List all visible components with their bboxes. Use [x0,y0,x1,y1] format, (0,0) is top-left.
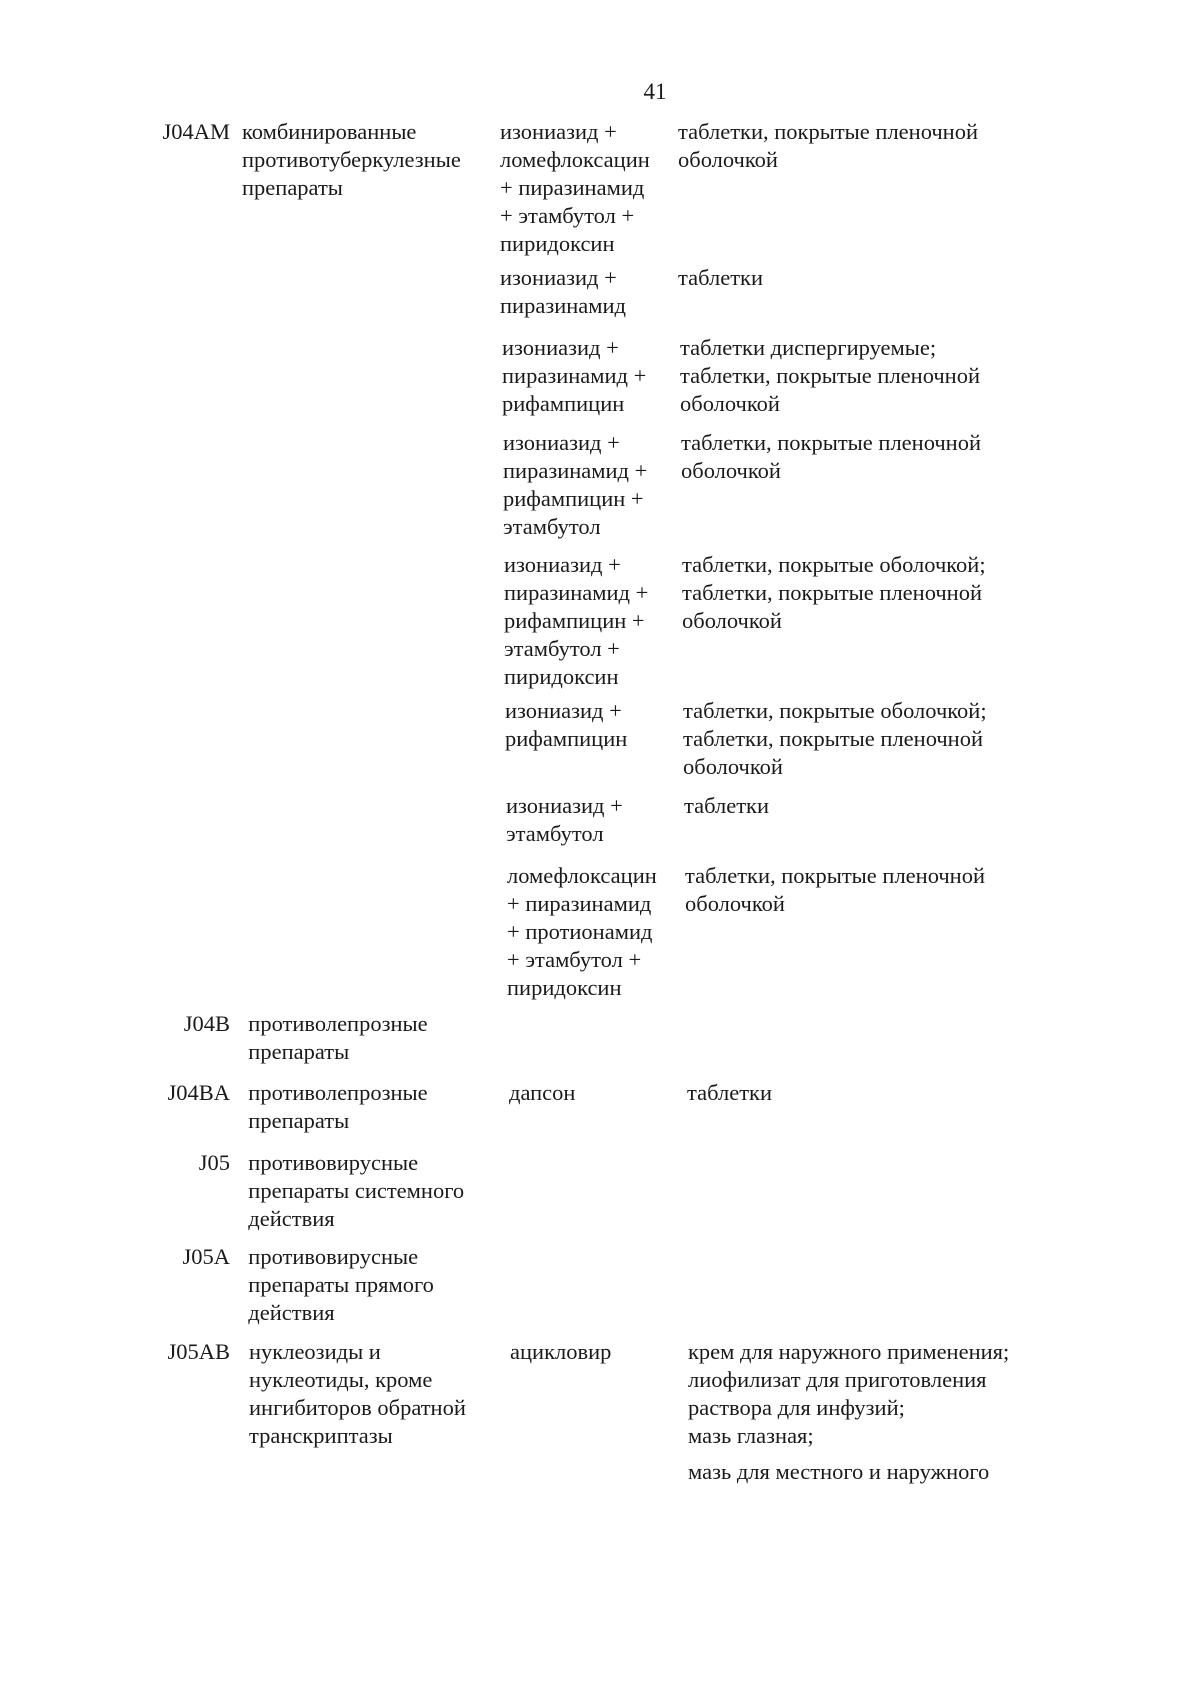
dosage-form-line: таблетки [684,793,770,818]
dosage-form-line: оболочкой [682,608,782,633]
drug-name [510,1338,685,1366]
dosage-form-line: мазь для местного и наружного [688,1459,990,1484]
dosage-form-line: таблетки, покрытые пленочной [678,119,979,144]
drug-name [506,792,681,848]
drug-name [502,334,677,418]
dosage-form-line: раствора для инфузий; [688,1395,905,1420]
atc-group-name-line: препараты прямого [248,1272,434,1297]
dosage-form-line: мазь глазная; [688,1423,814,1448]
dosage-form-line: таблетки, покрытые оболочкой; [682,552,986,577]
drug-name-line: рифампицин [505,726,628,751]
dosage-form-line: таблетки, покрытые пленочной [681,430,982,455]
drug-name-line: этамбутол [503,514,601,539]
dosage-form-line: оболочкой [681,458,781,483]
atc-code: J04B [183,1011,230,1036]
atc-group-name-line: комбинированные [242,119,417,144]
atc-group-name-line: противолепрозные [248,1011,428,1036]
drug-name-line: пиразинамид [500,293,627,318]
drug-name [500,118,675,258]
drug-name-line: изониазид + [503,430,620,455]
atc-group-name-line: препараты [248,1108,350,1133]
atc-group-name-line: противовирусные [248,1244,419,1269]
dosage-form-line: таблетки, покрытые пленочной [685,863,986,888]
atc-group-name-line: ингибиторов обратной [249,1395,466,1420]
atc-group-name [248,1149,498,1233]
atc-group-name-line: противолепрозные [248,1080,428,1105]
drug-name [504,551,679,691]
dosage-form-line: оболочкой [683,754,783,779]
dosage-form-line: таблетки, покрытые пленочной [682,580,983,605]
atc-group-name [248,1243,498,1327]
atc-group-name-line: действия [248,1300,335,1325]
dosage-form [682,551,1062,635]
dosage-form-line: таблетки, покрытые пленочной [680,363,981,388]
atc-group-name [249,1338,499,1450]
drug-name-line: изониазид + [506,793,623,818]
drug-name-line: рифампицин + [504,608,645,633]
atc-code: J04AM [162,119,230,144]
drug-name-line: изониазид + [502,335,619,360]
drug-name-line: этамбутол [506,821,604,846]
drug-name-line: рифампицин + [503,486,644,511]
drug-name-line: + этамбутол + [500,203,635,228]
drug-name-line: изониазид + [500,119,617,144]
atc-group-name [242,118,492,202]
drug-name [500,264,675,320]
drug-name-line: + этамбутол + [507,947,642,972]
drug-name-line: пиридоксин [500,231,615,256]
atc-group-name-line: нуклеозиды и [249,1339,381,1364]
atc-group-name-line: нуклеотиды, кроме [249,1367,433,1392]
dosage-form [683,697,1063,781]
drug-name-line: пиразинамид + [503,458,648,483]
dosage-form-line: оболочкой [680,391,780,416]
dosage-form-line: таблетки [687,1080,773,1105]
dosage-form-line: оболочкой [685,891,785,916]
drug-name-line: пиридоксин [504,664,619,689]
dosage-form [678,118,1058,174]
drug-name [505,697,680,753]
drug-name-line: рифампицин [502,391,625,416]
dosage-form [681,429,1061,485]
drug-name-line: ацикловир [510,1339,612,1364]
atc-code: J05 [198,1150,230,1175]
dosage-form [688,1458,1068,1486]
dosage-form-line: таблетки, покрытые пленочной [683,726,984,751]
drug-name-line: изониазид + [505,698,622,723]
dosage-form [680,334,1060,418]
drug-name-line: пиразинамид + [502,363,647,388]
atc-code: J05A [182,1244,230,1269]
dosage-form-line: лиофилизат для приготовления [688,1367,987,1392]
drug-name-line: этамбутол + [504,636,620,661]
drug-name-line: + пиразинамид [507,891,652,916]
dosage-form [685,862,1065,918]
drug-name-line: ломефлоксацин [500,147,650,172]
drug-name [509,1079,684,1107]
drug-name-line: дапсон [509,1080,576,1105]
atc-group-name [248,1079,498,1135]
dosage-form-line: таблетки [678,265,764,290]
atc-group-name-line: действия [248,1206,335,1231]
atc-group-name-line: противовирусные [248,1150,419,1175]
drug-name-line: изониазид + [504,552,621,577]
atc-group-name-line: препараты [242,175,343,200]
drug-name-line: изониазид + [500,265,617,290]
drug-name-line: + протионамид [507,919,653,944]
dosage-form [687,1079,1067,1107]
dosage-form-line: таблетки, покрытые оболочкой; [683,698,987,723]
atc-group-name-line: препараты системного [248,1178,465,1203]
dosage-form [684,792,1064,820]
atc-code: J04BA [167,1080,230,1105]
dosage-form-line: крем для наружного применения; [688,1339,1010,1364]
drug-name-line: пиридоксин [507,975,622,1000]
atc-group-name-line: противотуберкулезные [242,147,461,172]
atc-group-name-line: транскриптазы [249,1423,393,1448]
dosage-form [678,264,1058,292]
atc-group-name [248,1010,498,1066]
drug-name-line: ломефлоксацин [507,863,657,888]
drug-name [503,429,678,541]
atc-code: J05AB [167,1339,230,1364]
drug-name [507,862,682,1002]
dosage-form-line: таблетки диспергируемые; [680,335,937,360]
dosage-form-line: оболочкой [678,147,778,172]
atc-group-name-line: препараты [248,1039,350,1064]
drug-name-line: пиразинамид + [504,580,649,605]
dosage-form [688,1338,1068,1450]
page-number: 41 [643,79,667,104]
drug-name-line: + пиразинамид [500,175,645,200]
